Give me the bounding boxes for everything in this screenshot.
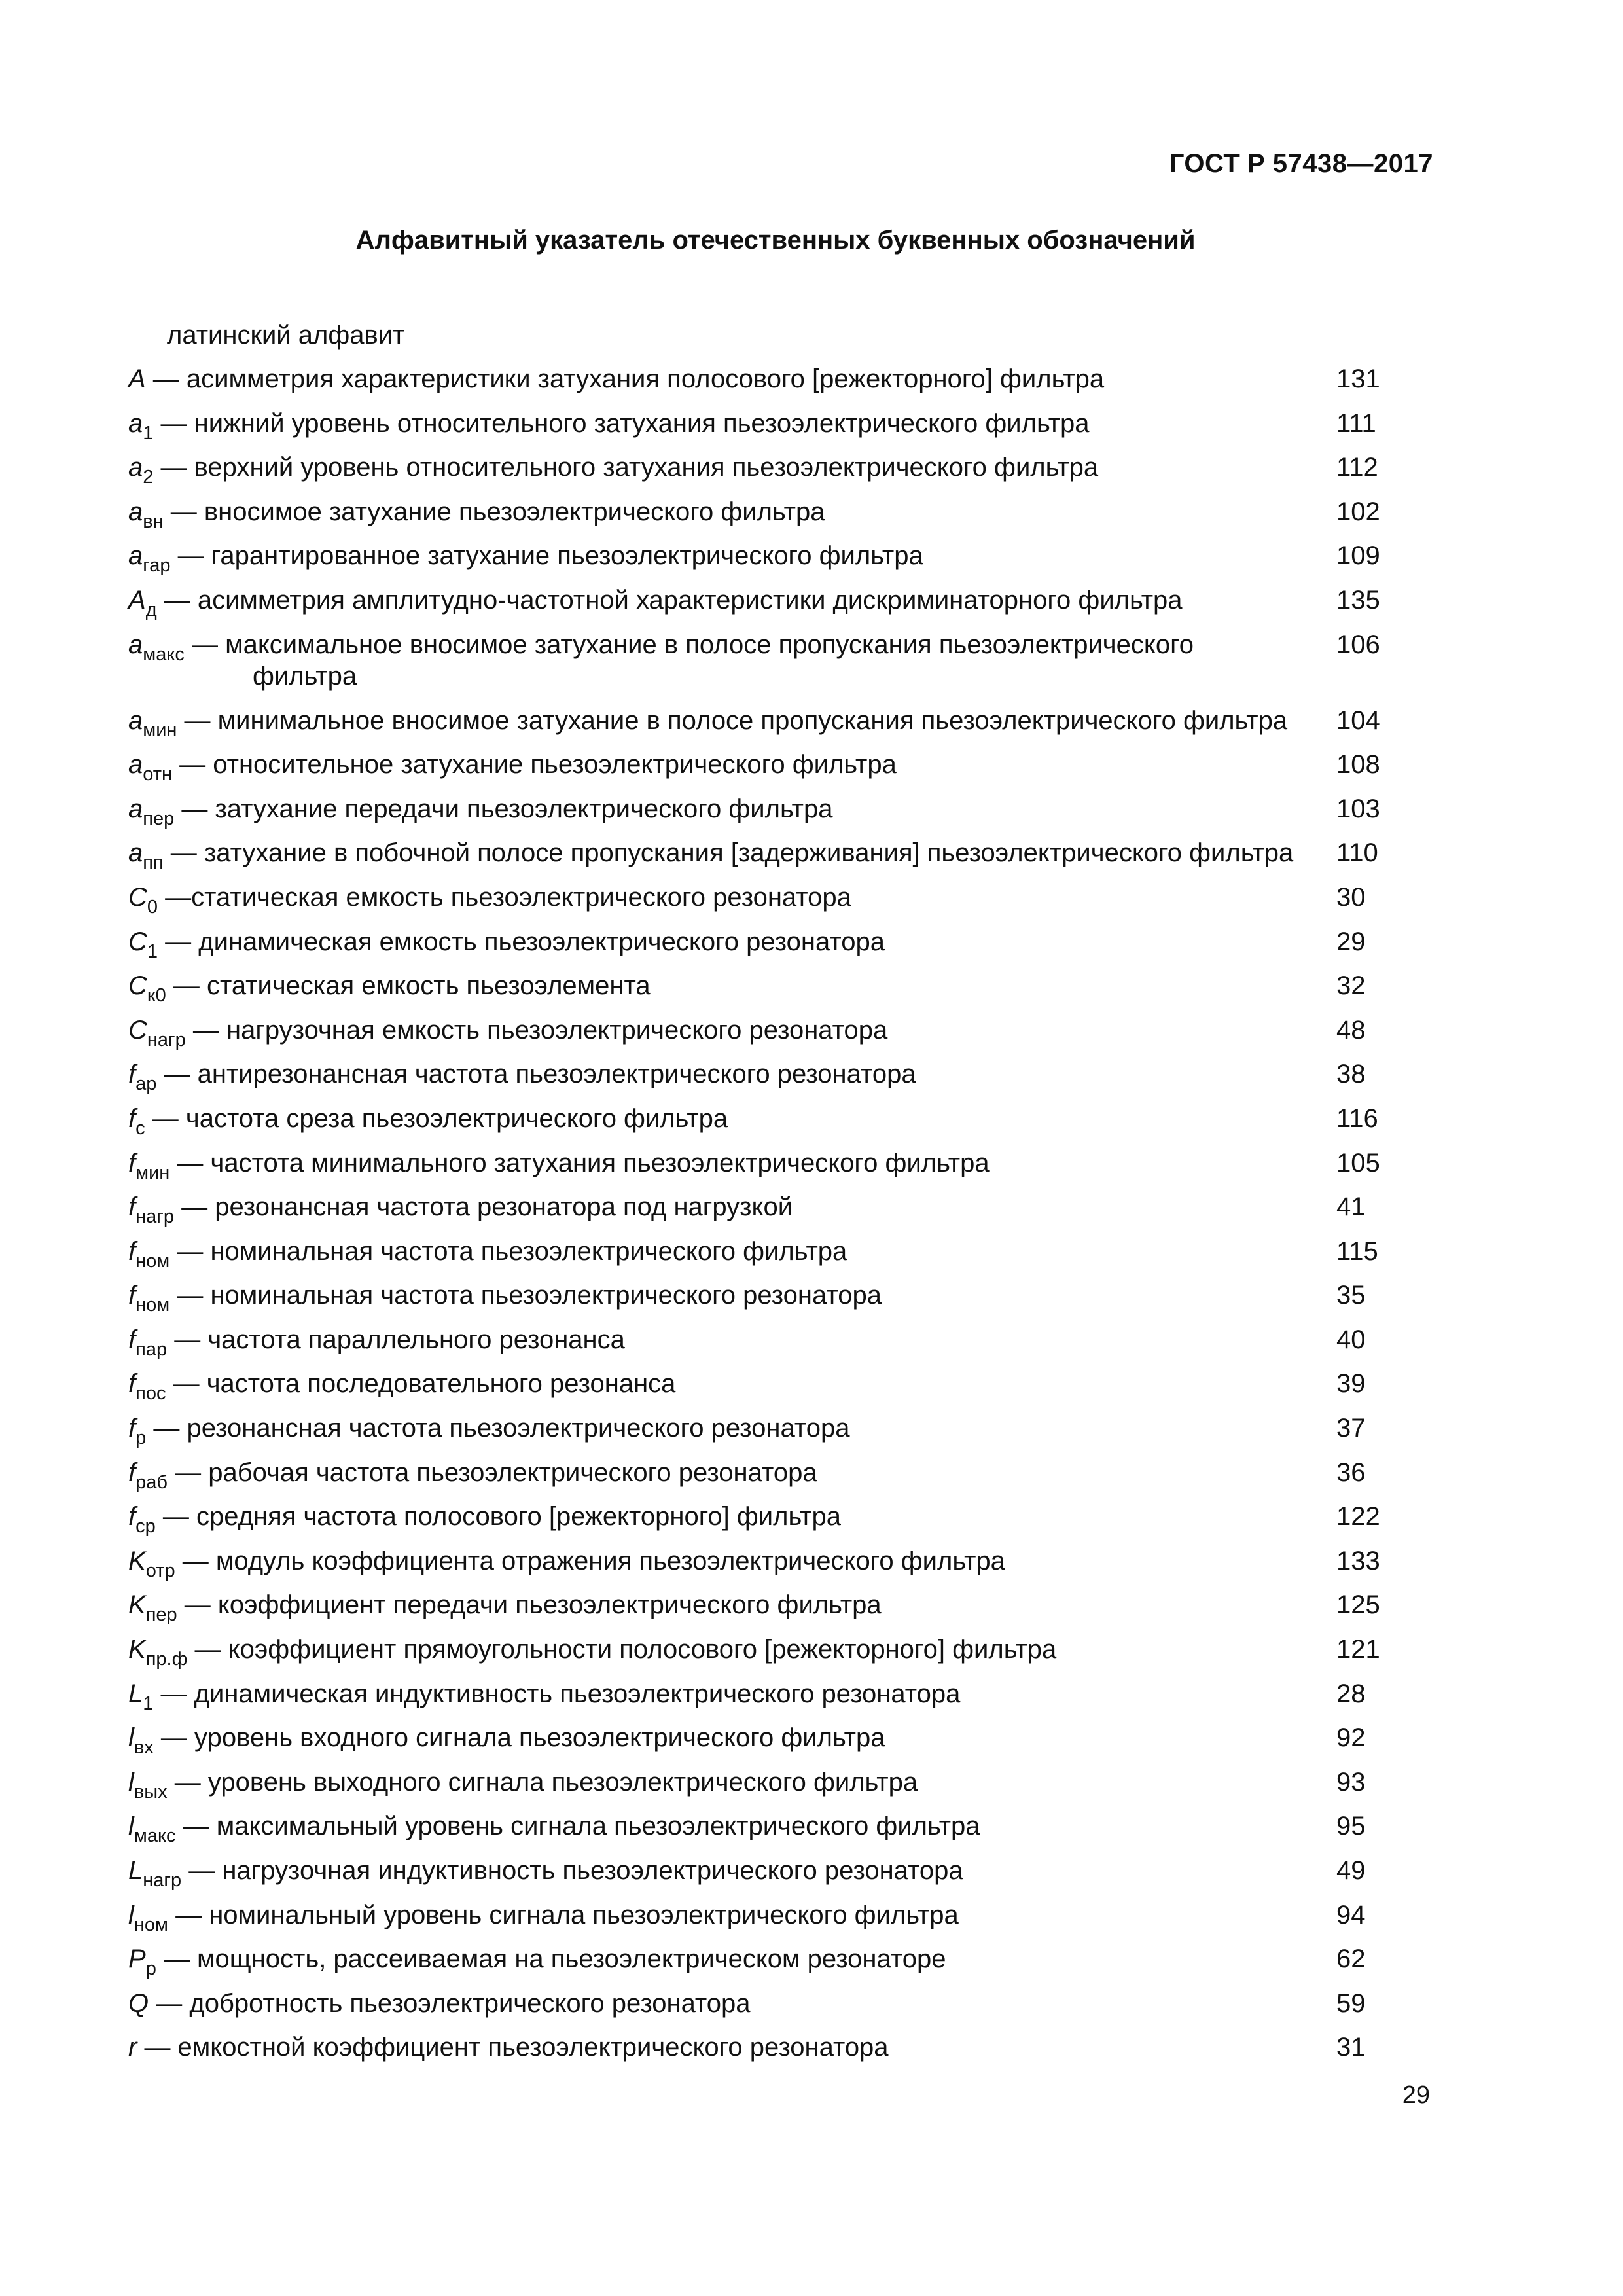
entry-page-reference: 102: [1336, 497, 1380, 526]
entry-symbol: f: [128, 1325, 136, 1354]
index-entry: [128, 1014, 1404, 1059]
entry-description: — максимальный уровень сигнала пьезоэлектрического фильтра: [175, 1812, 980, 1841]
entry-description: — асимметрия амплитудно-частотной характеристики дискриминаторного фильтра: [156, 585, 1183, 615]
entry-page-reference: 95: [1336, 1812, 1366, 1841]
entry-description: — рабочая частота пьезоэлектрического резонатора: [168, 1458, 817, 1487]
entry-symbol: A: [128, 365, 146, 393]
entry-description: — вносимое затухание пьезоэлектрического фильтра: [163, 497, 825, 526]
entry-symbol-subscript: 0: [147, 896, 158, 918]
entry-page-reference: 28: [1336, 1679, 1366, 1708]
index-entry: [128, 1589, 1404, 1634]
entry-symbol-subscript: нагр: [135, 1206, 174, 1228]
entry-description: —статическая емкость пьезоэлектрического резонатора: [158, 882, 851, 912]
entry-symbol-subscript: д: [145, 599, 157, 620]
entry-symbol: K: [128, 1546, 146, 1575]
entry-page-reference: 121: [1336, 1635, 1380, 1664]
entry-page-reference: 112: [1336, 453, 1378, 482]
entry-page-reference: 125: [1336, 1590, 1380, 1620]
entry-symbol-subscript: вых: [134, 1781, 168, 1803]
index-entry: [128, 2032, 1404, 2076]
entry-symbol-subscript: ном: [134, 1914, 168, 1935]
entry-symbol-subscript: макс: [143, 643, 185, 665]
entry-symbol: P: [128, 1945, 146, 1974]
entry-symbol: a: [128, 838, 143, 868]
entry-definition: [128, 837, 1326, 874]
entry-description: — добротность пьезоэлектрического резонатора: [149, 1988, 751, 2018]
index-entry: [128, 584, 1404, 629]
entry-definition: [128, 882, 1326, 918]
entry-definition: [128, 1457, 1326, 1493]
entry-description: — уровень входного сигнала пьезоэлектрического фильтра: [153, 1723, 885, 1753]
entry-symbol-subscript: пр.ф: [145, 1649, 188, 1670]
entry-page-reference: 59: [1336, 1988, 1366, 2018]
entry-symbol-subscript: пер: [143, 808, 175, 829]
entry-description: — асимметрия характеристики затухания полосового [режекторного] фильтра: [145, 365, 1105, 393]
entry-symbol: f: [128, 1414, 136, 1443]
entry-page-reference: 29: [1336, 927, 1366, 956]
index-entry: [128, 1810, 1404, 1855]
entry-definition: [128, 1722, 1326, 1759]
entry-page-reference: 39: [1336, 1369, 1366, 1399]
index-entry: [128, 1678, 1404, 1723]
index-entry: [128, 452, 1404, 496]
entry-definition: [128, 408, 1326, 444]
entry-definition: [128, 2032, 1326, 2063]
entry-symbol: f: [128, 1060, 136, 1089]
entry-symbol-subscript: отн: [143, 764, 173, 785]
entry-description: — коэффициент передачи пьезоэлектрического фильтра: [177, 1590, 882, 1620]
entry-definition: [128, 1545, 1326, 1581]
entry-symbol-subscript: нагр: [143, 1870, 182, 1891]
entry-definition: [128, 1014, 1326, 1050]
entry-symbol-subscript: р: [145, 1958, 156, 1980]
entry-description: — максимальное вносимое затухание в полосе пропускания пьезоэлектрического: [184, 630, 1194, 659]
index-entry: [128, 1501, 1404, 1545]
entry-page-reference: 94: [1336, 1900, 1366, 1929]
entry-description: — статическая емкость пьезоэлемента: [166, 971, 651, 1001]
entry-page-reference: 109: [1336, 541, 1380, 571]
entry-page-reference: 103: [1336, 794, 1380, 823]
entry-definition: [128, 1280, 1326, 1316]
index-entry: [128, 926, 1404, 971]
entry-symbol-subscript: вн: [143, 511, 164, 532]
index-entry: [128, 1412, 1404, 1457]
entry-description: — уровень выходного сигнала пьезоэлектрического фильтра: [167, 1767, 918, 1797]
index-entry: [128, 793, 1404, 838]
entry-symbol: l: [128, 1812, 134, 1841]
entry-definition: [128, 1412, 1326, 1449]
entry-description: — частота последовательного резонанса: [166, 1369, 676, 1399]
entry-symbol: Q: [128, 1988, 149, 2018]
entry-description: — нагрузочная индуктивность пьезоэлектрического резонатора: [181, 1856, 963, 1885]
entry-definition: [128, 1324, 1326, 1360]
index-entry: [128, 1280, 1404, 1324]
index-entry: [128, 363, 1404, 408]
entry-page-reference: 41: [1336, 1193, 1366, 1222]
entry-page-reference: 40: [1336, 1325, 1366, 1354]
entry-definition: [128, 363, 1326, 395]
entry-symbol: f: [128, 1458, 136, 1487]
entry-definition: [128, 584, 1326, 620]
entry-definition: [128, 1899, 1326, 1935]
entry-description: — коэффициент прямоугольности полосового [режекторного] фильтра: [187, 1635, 1057, 1664]
entry-symbol-subscript: раб: [135, 1471, 168, 1493]
index-entry: [128, 882, 1404, 926]
entry-description: — относительное затухание пьезоэлектрического фильтра: [172, 750, 897, 780]
entry-page-reference: 38: [1336, 1060, 1366, 1089]
entry-page-reference: 48: [1336, 1015, 1366, 1045]
index-entry: [128, 1368, 1404, 1412]
entry-symbol-subscript: с: [135, 1117, 145, 1139]
entry-description: — динамическая емкость пьезоэлектрического резонатора: [158, 927, 885, 956]
entry-description: — верхний уровень относительного затухания пьезоэлектрического фильтра: [153, 453, 1099, 482]
index-entry: [128, 749, 1404, 793]
entry-definition: [128, 1634, 1326, 1670]
entry-definition: [128, 540, 1326, 577]
entry-description: — нагрузочная емкость пьезоэлектрического резонатора: [185, 1015, 888, 1045]
entry-description-continued: фильтра: [253, 661, 357, 691]
entry-symbol-subscript: пп: [143, 852, 164, 874]
entry-description: — модуль коэффициента отражения пьезоэлектрического фильтра: [175, 1546, 1005, 1575]
entry-description: — антирезонансная частота пьезоэлектрического резонатора: [156, 1060, 916, 1089]
entry-page-reference: 105: [1336, 1148, 1380, 1177]
entry-definition: [128, 1810, 1326, 1847]
entry-symbol: K: [128, 1590, 146, 1620]
entry-page-reference: 49: [1336, 1856, 1366, 1885]
index-entry: [128, 837, 1404, 882]
entry-page-reference: 135: [1336, 585, 1380, 615]
entry-definition: [128, 1103, 1326, 1139]
entry-symbol: r: [128, 2033, 137, 2062]
entry-description: — мощность, рассеиваемая на пьезоэлектрическом резонаторе: [156, 1945, 946, 1974]
entry-page-reference: 104: [1336, 706, 1380, 735]
entry-page-reference: 106: [1336, 630, 1380, 659]
entry-symbol: a: [128, 794, 143, 823]
entry-symbol: C: [128, 1015, 147, 1045]
entry-description: — гарантированное затухание пьезоэлектрического фильтра: [170, 541, 923, 571]
entry-definition: [128, 926, 1326, 962]
entry-symbol: f: [128, 1236, 136, 1266]
entry-symbol-subscript: к0: [147, 985, 166, 1007]
entry-symbol: A: [128, 585, 146, 615]
entry-page-reference: 110: [1336, 838, 1378, 868]
index-entry: [128, 1191, 1404, 1236]
entry-symbol: a: [128, 750, 143, 780]
entry-description: — затухание передачи пьезоэлектрического фильтра: [174, 794, 833, 823]
document-code: ГОСТ Р 57438—2017: [1169, 149, 1433, 178]
entry-symbol-subscript: пар: [135, 1338, 168, 1360]
entry-definition: [128, 970, 1326, 1007]
index-entry: [128, 705, 1404, 749]
index-entry: [128, 629, 1404, 705]
entry-description: — нижний уровень относительного затухания пьезоэлектрического фильтра: [153, 408, 1090, 438]
symbol-index-list: [128, 363, 1404, 2076]
entry-symbol: f: [128, 1148, 136, 1177]
entry-symbol: f: [128, 1103, 136, 1133]
entry-symbol: L: [128, 1856, 143, 1885]
entry-symbol-subscript: макс: [134, 1825, 176, 1847]
entry-description: — частота среза пьезоэлектрического фильтра: [145, 1103, 728, 1133]
entry-description: — частота минимального затухания пьезоэлектрического фильтра: [169, 1148, 990, 1177]
entry-symbol: a: [128, 453, 143, 482]
index-entry: [128, 540, 1404, 584]
entry-symbol: l: [128, 1900, 134, 1929]
entry-definition: [128, 496, 1326, 532]
index-entry: [128, 496, 1404, 541]
entry-symbol-subscript: отр: [145, 1560, 175, 1581]
entry-symbol: f: [128, 1281, 136, 1310]
entry-definition: [128, 705, 1326, 741]
entry-page-reference: 93: [1336, 1767, 1366, 1797]
index-entry: [128, 1899, 1404, 1944]
entry-description: — частота параллельного резонанса: [167, 1325, 625, 1354]
index-entry: [128, 1545, 1404, 1590]
entry-symbol: C: [128, 971, 147, 1001]
entry-page-reference: 62: [1336, 1945, 1366, 1974]
page-title: Алфавитный указатель отечественных буквенных обозначений: [355, 226, 1196, 255]
entry-page-reference: 30: [1336, 882, 1366, 912]
entry-page-reference: 116: [1336, 1103, 1378, 1133]
entry-symbol-subscript: 1: [147, 941, 158, 962]
entry-definition: [128, 452, 1326, 488]
entry-description: — динамическая индуктивность пьезоэлектрического резонатора: [153, 1679, 961, 1708]
index-entry: [128, 1457, 1404, 1501]
entry-description: — минимальное вносимое затухание в полосе пропускания пьезоэлектрического фильтра: [177, 706, 1288, 735]
entry-symbol: a: [128, 630, 143, 659]
index-entry: [128, 1855, 1404, 1899]
entry-symbol-subscript: вх: [134, 1737, 154, 1759]
entry-symbol: a: [128, 408, 143, 438]
entry-symbol-subscript: гар: [143, 555, 171, 577]
entry-symbol-subscript: мин: [143, 719, 177, 741]
entry-definition: [128, 793, 1326, 829]
index-entry: [128, 1988, 1404, 2032]
entry-page-reference: 32: [1336, 971, 1366, 1001]
entry-symbol-subscript: пос: [135, 1383, 166, 1405]
entry-definition: [128, 1988, 1326, 2019]
entry-definition: [128, 1855, 1326, 1891]
entry-definition: [128, 1943, 1326, 1980]
entry-page-reference: 111: [1336, 408, 1376, 438]
entry-symbol-subscript: 1: [143, 1693, 154, 1714]
entry-symbol-subscript: мин: [135, 1162, 170, 1183]
index-entry: [128, 1634, 1404, 1678]
entry-definition: [128, 749, 1326, 785]
entry-description: — средняя частота полосового [режекторного] фильтра: [155, 1502, 842, 1532]
entry-definition: [128, 1501, 1326, 1537]
entry-description: — резонансная частота пьезоэлектрического резонатора: [146, 1414, 850, 1443]
entry-page-reference: 122: [1336, 1502, 1380, 1532]
entry-definition: [128, 1058, 1326, 1095]
entry-page-reference: 133: [1336, 1546, 1380, 1575]
entry-page-reference: 92: [1336, 1723, 1366, 1753]
index-entry: [128, 970, 1404, 1014]
entry-symbol: K: [128, 1635, 146, 1664]
entry-page-reference: 108: [1336, 750, 1380, 780]
entry-page-reference: 35: [1336, 1281, 1366, 1310]
entry-symbol-subscript: ар: [135, 1073, 157, 1095]
index-entry: [128, 1058, 1404, 1103]
index-entry: [128, 408, 1404, 452]
entry-description: — номинальная частота пьезоэлектрического фильтра: [169, 1236, 847, 1266]
section-label: латинский алфавит: [167, 321, 405, 350]
index-entry: [128, 1943, 1404, 1988]
entry-symbol: f: [128, 1193, 136, 1222]
entry-symbol: a: [128, 497, 143, 526]
entry-page-reference: 31: [1336, 2033, 1366, 2062]
entry-description: — резонансная частота резонатора под нагрузкой: [173, 1193, 793, 1222]
entry-definition: [128, 1191, 1326, 1228]
index-entry: [128, 1324, 1404, 1369]
entry-symbol: a: [128, 706, 143, 735]
entry-page-reference: 131: [1336, 365, 1380, 393]
entry-symbol: C: [128, 882, 147, 912]
entry-symbol: C: [128, 927, 147, 956]
entry-symbol-subscript: ср: [135, 1516, 156, 1537]
entry-definition: [128, 1147, 1326, 1183]
entry-definition: [128, 1767, 1326, 1803]
entry-description: — номинальная частота пьезоэлектрического резонатора: [169, 1281, 882, 1310]
entry-symbol: f: [128, 1369, 136, 1399]
entry-description: — затухание в побочной полосе пропускания [задерживания] пьезоэлектрического фильтра: [163, 838, 1294, 868]
index-entry: [128, 1103, 1404, 1147]
page-number: 29: [1402, 2081, 1430, 2109]
entry-symbol-subscript: нагр: [147, 1029, 186, 1050]
entry-symbol-subscript: 2: [143, 467, 154, 488]
entry-symbol-subscript: ном: [135, 1250, 170, 1272]
entry-definition: [128, 1589, 1326, 1626]
entry-symbol-subscript: пер: [145, 1604, 177, 1626]
entry-description: — емкостной коэффициент пьезоэлектрического резонатора: [137, 2033, 889, 2062]
entry-symbol-subscript: р: [135, 1427, 147, 1449]
entry-page-reference: 36: [1336, 1458, 1366, 1487]
entry-page-reference: 115: [1336, 1236, 1378, 1266]
entry-symbol: L: [128, 1679, 143, 1708]
entry-definition: [128, 1678, 1326, 1714]
entry-definition: [128, 629, 1326, 692]
entry-symbol: f: [128, 1502, 136, 1532]
entry-description: — номинальный уровень сигнала пьезоэлектрического фильтра: [168, 1900, 959, 1929]
entry-symbol-subscript: 1: [143, 422, 154, 444]
entry-definition: [128, 1368, 1326, 1405]
entry-symbol: l: [128, 1767, 134, 1797]
index-entry: [128, 1767, 1404, 1811]
entry-definition: [128, 1236, 1326, 1272]
entry-symbol: a: [128, 541, 143, 571]
index-entry: [128, 1722, 1404, 1767]
index-entry: [128, 1236, 1404, 1280]
entry-symbol-subscript: ном: [135, 1295, 170, 1316]
entry-symbol: l: [128, 1723, 134, 1753]
index-entry: [128, 1147, 1404, 1192]
entry-page-reference: 37: [1336, 1414, 1366, 1443]
